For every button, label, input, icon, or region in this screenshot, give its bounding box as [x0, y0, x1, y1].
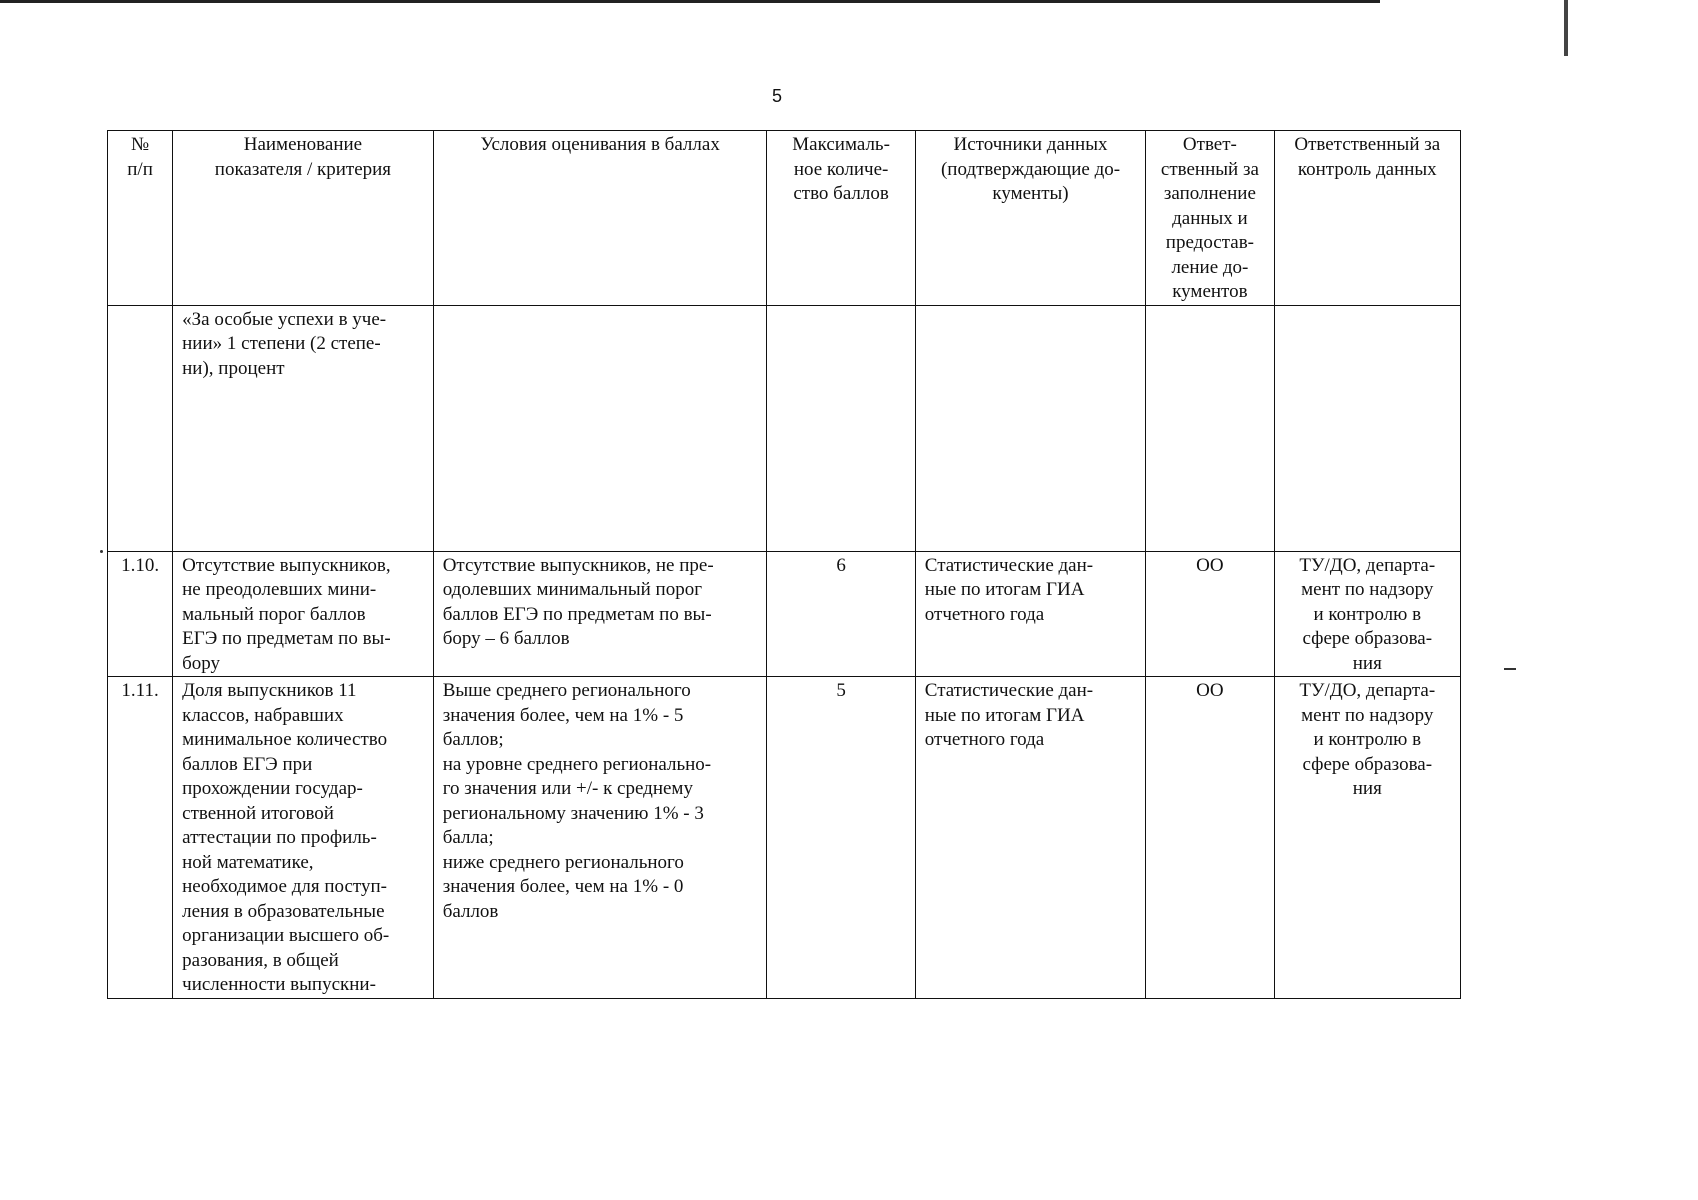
- row-data-sources: [915, 305, 1146, 551]
- row-responsible-fill: [1146, 305, 1274, 551]
- scan-right-edge: [1564, 0, 1568, 56]
- row-max-points: [767, 305, 915, 551]
- row-max-points: 6: [767, 551, 915, 677]
- row-responsible-control: ТУ/ДО, департа- мент по надзору и контролю в сфере образова- ния: [1274, 551, 1460, 677]
- row-responsible-control: [1274, 305, 1460, 551]
- row-indicator-name: Отсутствие выпускников, не преодолевших мини- мальный порог баллов ЕГЭ по предметам по вы- бору: [173, 551, 434, 677]
- row-data-sources: Статистические дан- ные по итогам ГИА отчетного года: [915, 677, 1146, 999]
- row-indicator-name: «За особые успехи в уче- нии» 1 степени (2 степе- ни), процент: [173, 305, 434, 551]
- row-number: 1.11.: [108, 677, 173, 999]
- scan-speck: [100, 550, 103, 553]
- table-row: [108, 305, 1461, 551]
- row-max-points: 5: [767, 677, 915, 999]
- header-indicator-name: Наименование показателя / критерия: [173, 131, 434, 306]
- header-responsible-control: Ответственный за контроль данных: [1274, 131, 1460, 306]
- header-max-points: Максималь- ное количе- ство баллов: [767, 131, 915, 306]
- table-row: [108, 677, 1461, 999]
- scan-top-edge: [0, 0, 1380, 3]
- row-responsible-control: ТУ/ДО, департа- мент по надзору и контролю в сфере образова- ния: [1274, 677, 1460, 999]
- scan-mark: [1504, 668, 1516, 670]
- header-conditions: Условия оценивания в баллах: [433, 131, 767, 306]
- row-number: [108, 305, 173, 551]
- page-number: 5: [772, 86, 783, 106]
- row-responsible-fill: ОО: [1146, 677, 1274, 999]
- table-row: [108, 551, 1461, 677]
- row-conditions: Отсутствие выпускников, не пре- одолевших минимальный порог баллов ЕГЭ по предметам по вы- бору – 6 баллов: [433, 551, 767, 677]
- row-responsible-fill: ОО: [1146, 551, 1274, 677]
- row-indicator-name: Доля выпускников 11 классов, набравших минимальное количество баллов ЕГЭ при прохождении государ- ственной итоговой аттестации по профиль- ной математике, необходимое для поступ- ления в образовательные организации высшего об- разования, в общей численности выпускни-: [173, 677, 434, 999]
- row-number: 1.10.: [108, 551, 173, 677]
- row-data-sources: Статистические дан- ные по итогам ГИА отчетного года: [915, 551, 1146, 677]
- criteria-table: [107, 130, 1461, 999]
- header-number: № п/п: [108, 131, 173, 306]
- table-header-row: [108, 131, 1461, 306]
- header-data-sources: Источники данных (подтверждающие до- кументы): [915, 131, 1146, 306]
- row-conditions: [433, 305, 767, 551]
- header-responsible-fill: Ответ- ственный за заполнение данных и предостав- ление до- кументов: [1146, 131, 1274, 306]
- row-conditions: Выше среднего регионального значения более, чем на 1% - 5 баллов; на уровне среднего регионально- го значения или +/- к среднему региональному значению 1% - 3 балла; ниже среднего регионального значения более, чем на 1% - 0 баллов: [433, 677, 767, 999]
